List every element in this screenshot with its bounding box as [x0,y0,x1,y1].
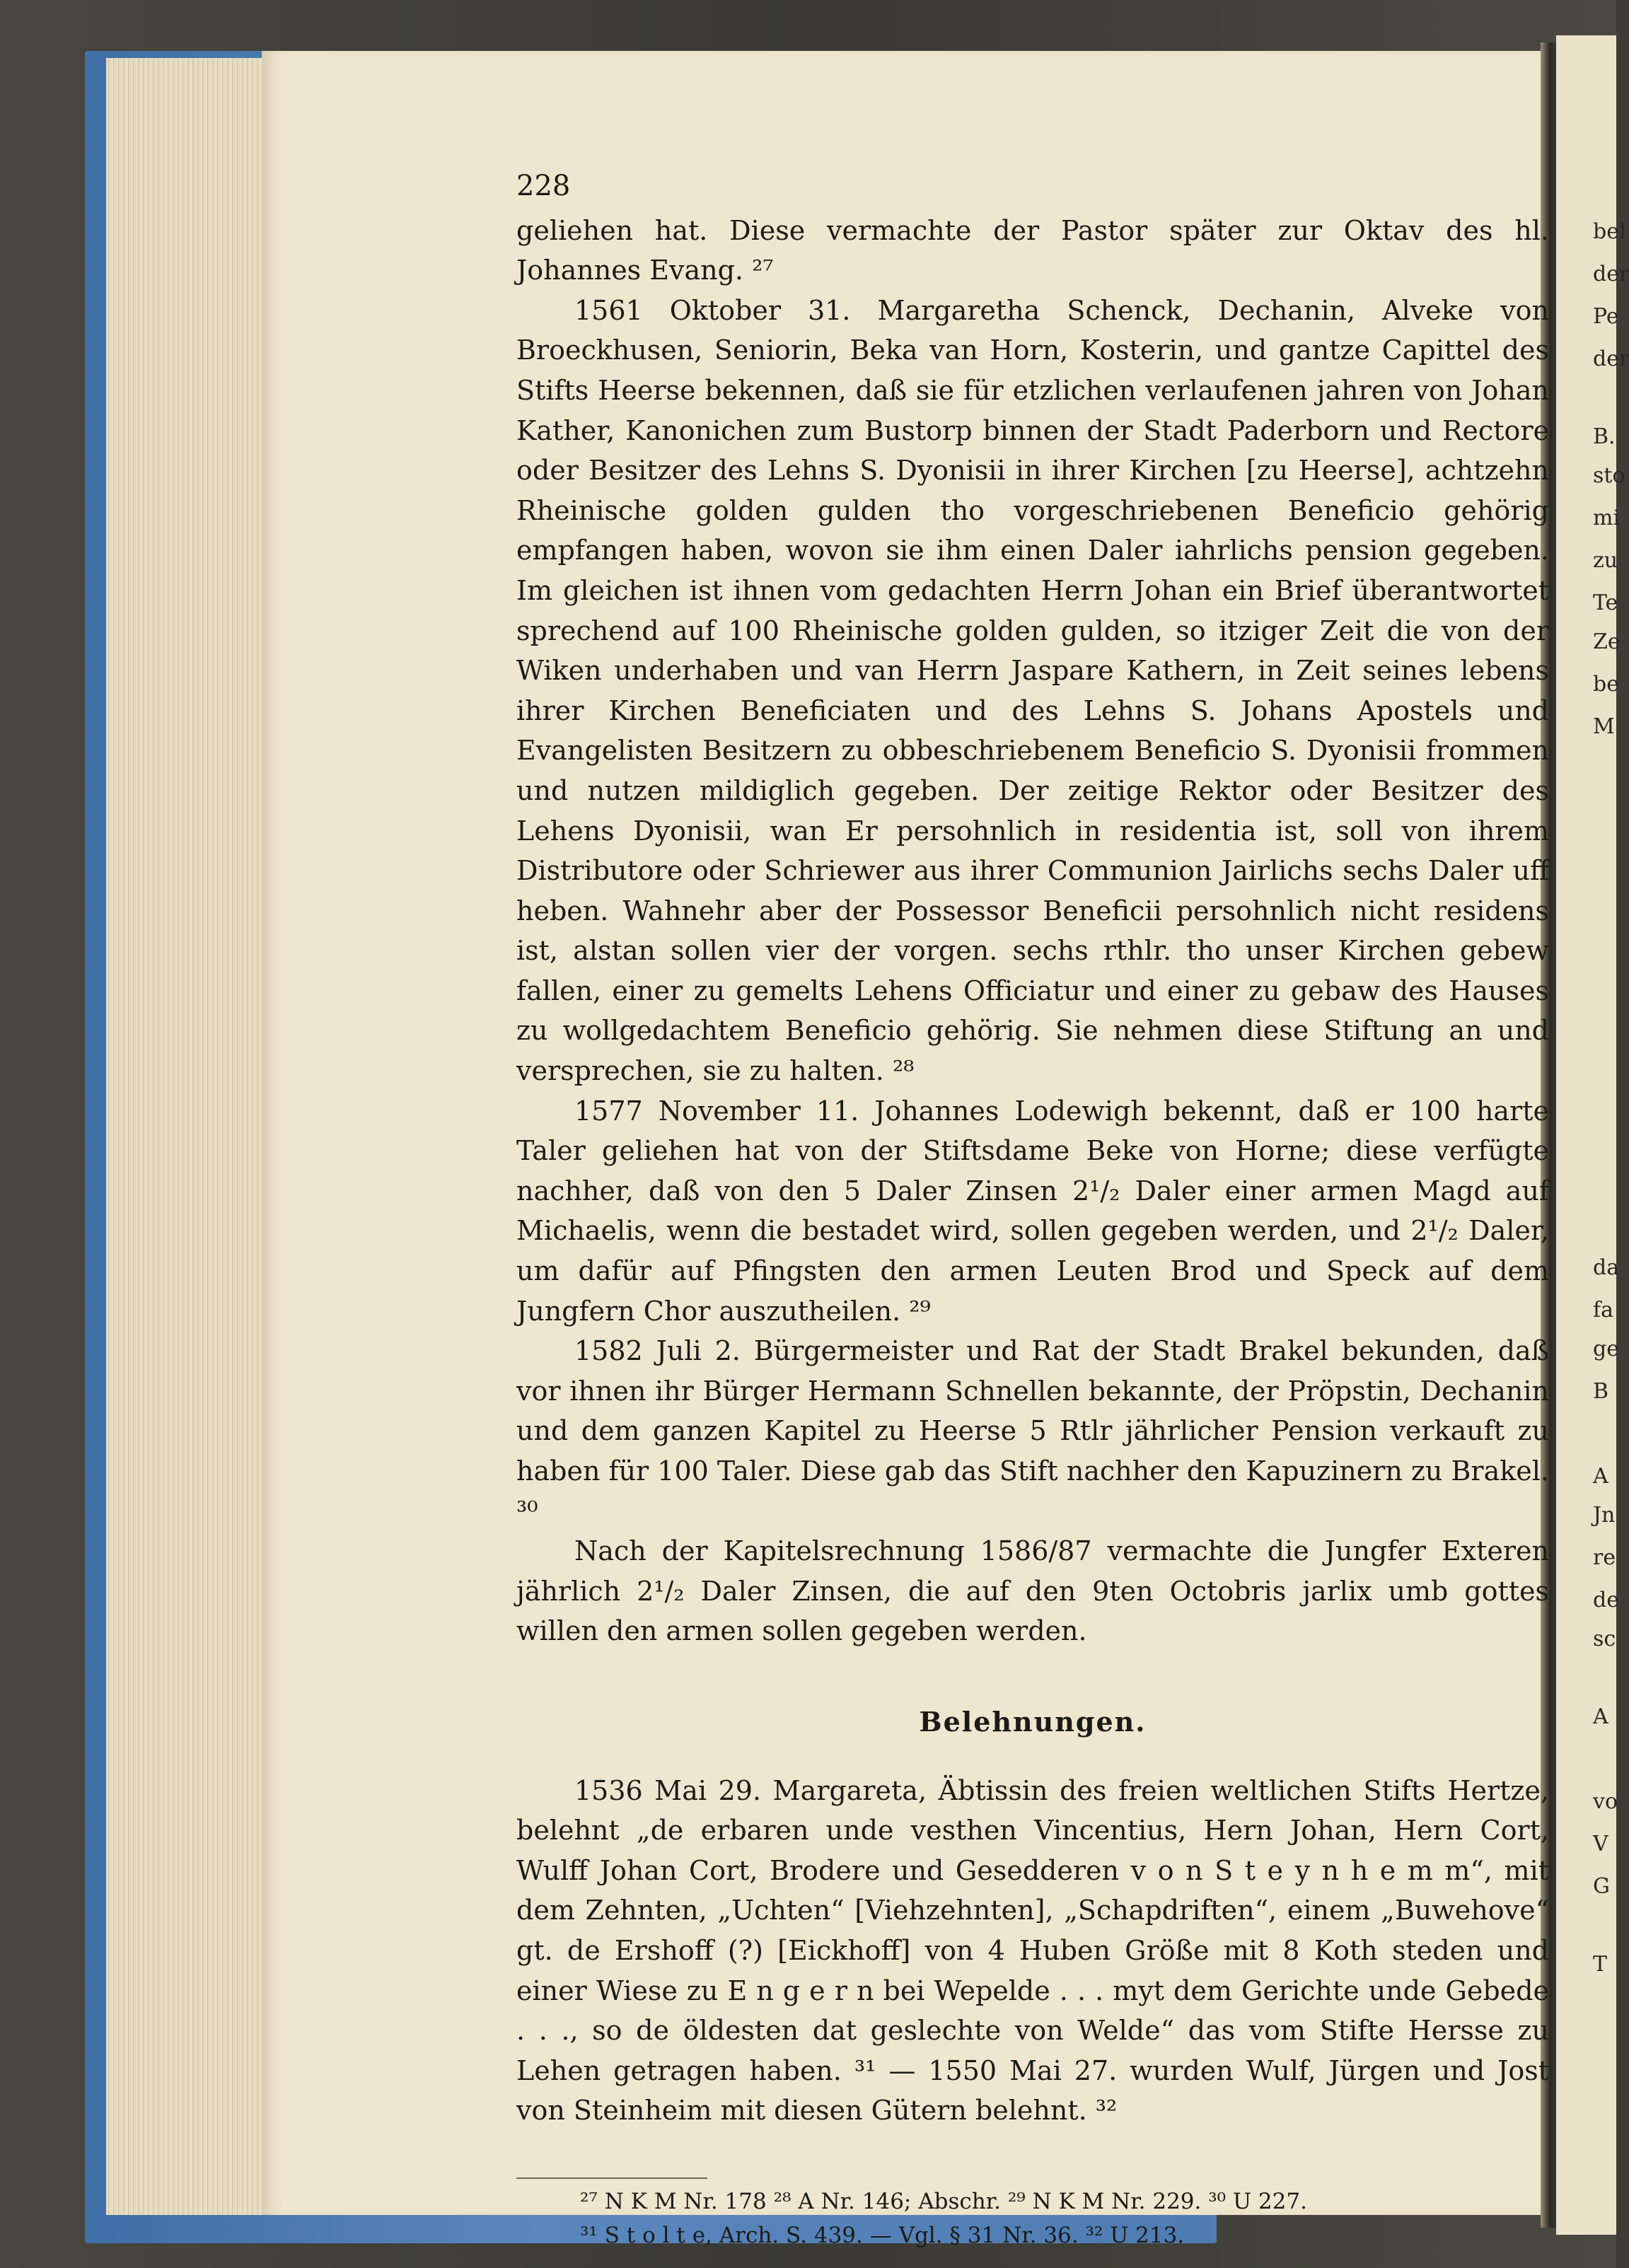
fragment: sc [1593,1627,1616,1651]
paragraph: 1536 Mai 29. Margareta, Äbtissin des freien weltlichen Stifts Hertze, belehnt „de erbaren unde vesthen Vincentius, Hern Johan, Hern Cort, Wulff Johan Cort, Brodere und Gesedderen v o n S t e y n h e m m“, mit dem Zehnten, „Uchten“ [Viehzehnten], „Schapdriften“, einem „Buwehove“ gt. de Ershoff (?) [Eickhoff] von 4 Huben Größe mit 8 Koth steden und einer Wiese zu E n g e r n bei Wepelde . . . myt dem Gerichte unde Gebede . . ., so de öldesten dat geslechte von Welde“ das vom Stifte Hersse zu Lehen getragen haben. ³¹ — 1550 Mai 27. wurden Wulf, Jürgen und Jost von Steinheim mit diesen Gütern belehnt. ³² [516,1774,1549,2127]
fragment: ge [1593,1337,1619,1361]
page-stack-edge [106,58,269,2215]
footnotes [516,2185,1549,2252]
paragraph: 1561 Oktober 31. Margaretha Schenck, Dechanin, Alveke von Broeckhusen, Seniorin, Beka van Horn, Kosterin, und gantze Capittel des Stifts Heerse bekennen, daß sie für etzlichen verlaufenen jahren von Johan Kather, Kanonichen zum Bustorp binnen der Stadt Paderborn und Rectore oder Besitzer des Lehns S. Dyonisii in ihrer Kirchen [zu Heerse], achtzehn Rheinische golden gulden tho vorgeschriebenen Beneficio gehörig empfangen haben, wovon sie ihm einen Daler iahrlichs pension gegeben. Im gleichen ist ihnen vom gedachten Herrn Johan ein Brief überantwortet sprechend auf 100 Rheinische golden gulden, so itziger Zeit die von der Wiken underhaben und van Herrn Jaspare Kathern, in Zeit seines lebens ihrer Kirchen Beneficiaten und des Lehns S. Johans Apostels und Evangelisten Besitzern zu obbeschriebenem Beneficio S. Dyonisii frommen und nutzen mildiglich gegeben. Der zeitige Rektor oder Besitzer des Lehens Dyonisii, wan Er persohnlich in residentia ist, soll von ihrem Distributore oder Schriewer aus ihrer Communion Jairlichs sechs Daler uff heben. Wahnehr aber der Possessor Beneficii persohnlich nicht residens ist, alstan sollen vier der vorgen. sechs rthlr. tho unser Kirchen gebew fallen, einer zu gemelts Lehens Officiatur und einer zu gebaw des Hauses zu wollgedachtem Beneficio gehörig. Sie nehmen diese Stiftung an und versprechen, sie zu halten. ²⁸ [516,294,1549,1087]
footnote-rule [516,2177,707,2179]
fragment: zu [1593,548,1618,573]
fragment: A [1593,1704,1608,1729]
fragment: be [1593,672,1619,697]
fragment: re [1593,1545,1616,1570]
fragment: sto [1593,463,1625,488]
page-number: 228 [516,170,571,202]
fragment: Te [1593,591,1618,615]
fragment: G [1593,1874,1610,1899]
footnote-line: ³¹ S t o l t e, Arch. S. 439. — Vgl. § 31 Nr. 36. ³² U 213. [580,2222,1185,2248]
fragment: T [1593,1952,1608,1977]
paragraph: 1582 Juli 2. Bürgermeister und Rat der Stadt Brakel bekunden, daß vor ihnen ihr Bürger Hermann Schnellen bekannte, der Pröpstin, Dechanin und dem ganzen Kapitel zu Heerse 5 Rtlr jährlicher Pension verkauft zu haben für 100 Taler. Diese gab das Stift nachher den Kapuzinern zu Brakel. ³⁰ [516,1335,1549,1527]
paragraph: Nach der Kapitelsrechnung 1586/87 vermachte die Jungfer Exteren jährlich 2¹/₂ Daler Zinsen, die auf den 9ten Octobris jarlix umb gottes willen den armen sollen gegeben werden. [516,1535,1549,1647]
fragment: B [1593,1379,1609,1404]
fragment: M [1593,714,1615,739]
paragraph: geliehen hat. Diese vermachte der Pastor später zur Oktav des hl. Johannes Evang. ²⁷ [516,214,1549,286]
fragment: der [1593,347,1629,371]
fragment: B. [1593,424,1616,449]
fragment: mi [1593,506,1621,530]
fragment: der [1593,262,1629,286]
fragment: Ze [1593,629,1621,654]
fragment: A [1593,1464,1608,1489]
fragment: da [1593,1255,1620,1280]
page-text [516,166,1549,2252]
fragment: bel [1593,219,1626,244]
fragment: de [1593,1588,1619,1612]
fragment: V [1593,1832,1608,1856]
fragment: fa [1593,1298,1613,1322]
paragraph: 1577 November 11. Johannes Lodewigh bekennt, daß er 100 harte Taler geliehen hat von der Stiftsdame Beke von Horne; diese verfügte nachher, daß von den 5 Daler Zinsen 2¹/₂ Daler einer armen Magd auf Michaelis, wenn die bestadet wird, sollen gegeben werden, und 2¹/₂ Daler, um dafür auf Pfingsten den armen Leuten Brod und Speck auf dem Jungfern Chor auszutheilen. ²⁹ [516,1095,1549,1327]
fragment: Jn [1593,1503,1616,1528]
fragment: vo [1593,1789,1618,1814]
fragment: Pe [1593,304,1619,329]
footnote-line: ²⁷ N K M Nr. 178 ²⁸ A Nr. 146; Abschr. ²⁹ N K M Nr. 229. ³⁰ U 227. [580,2188,1307,2214]
section-heading: Belehnungen. [919,1705,1147,1738]
